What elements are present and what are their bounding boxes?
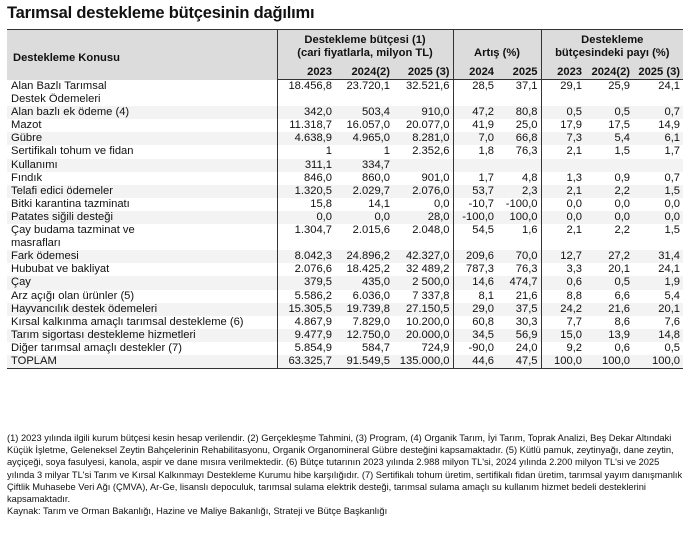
- table-row: [7, 198, 683, 211]
- row-label: Gübre: [7, 132, 277, 145]
- cell-value: [277, 237, 335, 250]
- cell-value: 24,2: [541, 303, 585, 316]
- header-year: 2024: [453, 61, 497, 80]
- cell-value: 41,9: [453, 119, 497, 132]
- cell-value: 7 337,8: [412, 289, 450, 302]
- cell-value: 0,5: [585, 106, 633, 119]
- cell-value: 209,6: [453, 250, 497, 263]
- cell-value: 0,7: [664, 171, 681, 184]
- cell-value: 31,4: [633, 250, 683, 263]
- cell-value: 4,8: [521, 171, 538, 184]
- cell-value: 2.076,0: [393, 185, 453, 198]
- table-row: [7, 250, 683, 263]
- cell-value: 27,2: [585, 250, 633, 263]
- cell-value: 80,8: [497, 106, 541, 119]
- cell-value: [453, 93, 497, 106]
- cell-value: 24,1: [658, 263, 681, 276]
- cell-value: 28,5: [453, 80, 497, 94]
- cell-value: 20,1: [608, 263, 631, 276]
- cell-value: 860,0: [362, 171, 390, 184]
- cell-value: [585, 159, 633, 172]
- cell-value: [453, 159, 497, 172]
- cell-value: 0,0: [335, 211, 393, 224]
- row-label: Fındık: [11, 171, 43, 184]
- cell-value: 53,7: [453, 185, 497, 198]
- table-row: [7, 80, 683, 94]
- cell-value: 2,2: [614, 224, 631, 237]
- table-row: [7, 132, 683, 145]
- cell-value: 584,7: [362, 341, 390, 354]
- row-label: Arz açığı olan ürünler (5): [11, 289, 135, 302]
- cell-value: 10.200,0: [405, 315, 450, 328]
- cell-value: 910,0: [393, 106, 453, 119]
- row-label: Bitki karantina tazminatı: [11, 197, 130, 210]
- header-year: 2023: [541, 61, 585, 80]
- cell-value: 474,7: [497, 276, 541, 289]
- cell-value: 4.867,9: [277, 316, 335, 329]
- header-year: 2023: [277, 61, 335, 80]
- row-label: Patates siğili desteği: [7, 211, 277, 224]
- cell-value: 9.477,9: [277, 329, 335, 342]
- cell-value: 503,4: [335, 106, 393, 119]
- cell-value: 32 489,2: [405, 263, 450, 276]
- cell-value: 0,0: [277, 211, 335, 224]
- header-year: 2024(2): [585, 61, 633, 80]
- cell-value: 1,8: [453, 145, 497, 158]
- cell-value: 15,8: [277, 198, 335, 211]
- cell-value: 14,6: [453, 276, 497, 289]
- cell-value: [453, 237, 497, 250]
- cell-value: 0,0: [614, 197, 631, 210]
- table-row: [7, 276, 683, 289]
- cell-value: 6,6: [614, 289, 631, 302]
- cell-value: 0,9: [614, 171, 631, 184]
- cell-value: 2.029,7: [335, 185, 393, 198]
- cell-value: 8.281,0: [393, 132, 453, 145]
- cell-value: [633, 159, 683, 172]
- table-row: [7, 237, 683, 250]
- cell-value: 15.305,5: [277, 303, 335, 316]
- cell-value: 0,5: [541, 106, 585, 119]
- cell-value: 5.854,9: [277, 342, 335, 355]
- cell-value: 24,1: [658, 80, 681, 92]
- cell-value: 8.042,3: [277, 250, 335, 263]
- cell-value: 14,8: [633, 329, 683, 342]
- cell-value: 100,0: [497, 211, 541, 224]
- cell-value: 15,0: [541, 329, 585, 342]
- cell-value: [633, 237, 683, 250]
- cell-value: 0,0: [633, 211, 683, 224]
- cell-value: 9,2: [541, 342, 585, 355]
- cell-value: 6.036,0: [352, 289, 390, 302]
- cell-value: [393, 93, 453, 106]
- cell-value: 20.077,0: [405, 119, 450, 132]
- header-konu: Destekleme Konusu: [7, 30, 277, 80]
- cell-value: 17,5: [608, 119, 631, 132]
- cell-value: 100,0: [633, 355, 683, 369]
- cell-value: 18.425,2: [346, 263, 390, 276]
- cell-value: 7,0: [453, 132, 497, 145]
- cell-value: 311,1: [277, 159, 335, 172]
- cell-value: 13,9: [585, 329, 633, 342]
- row-label: Hububat ve bakliyat: [11, 263, 110, 276]
- cell-value: 6,1: [633, 132, 683, 145]
- cell-value: 1,5: [633, 185, 683, 198]
- cell-value: 2.352,6: [412, 145, 450, 158]
- cell-value: [633, 93, 683, 106]
- cell-value: 23.720,1: [346, 80, 390, 92]
- cell-value: -100,0: [505, 197, 538, 210]
- table-row: [7, 355, 683, 369]
- cell-value: [497, 159, 541, 172]
- header-artis-group: Artış (%): [453, 30, 541, 62]
- page-title: Tarımsal destekleme bütçesinin dağılımı: [7, 4, 315, 22]
- cell-value: 21,6: [585, 303, 633, 316]
- cell-value: 24.896,2: [335, 250, 393, 263]
- cell-value: 1: [383, 145, 390, 158]
- cell-value: [541, 159, 585, 172]
- cell-value: 54,5: [453, 224, 497, 237]
- cell-value: 17,9: [541, 119, 585, 132]
- cell-value: 2.048,0: [412, 224, 450, 237]
- cell-value: 1,6: [521, 224, 538, 237]
- footnotes: [7, 432, 683, 517]
- header-year: 2024(2): [335, 61, 393, 80]
- table-row: [7, 119, 683, 132]
- cell-value: -10,7: [453, 198, 497, 211]
- cell-value: 1,7: [453, 172, 497, 185]
- cell-value: 76,3: [515, 145, 538, 158]
- cell-value: 0,0: [664, 197, 681, 210]
- cell-value: 4.965,0: [335, 132, 393, 145]
- cell-value: 2.076,6: [277, 263, 335, 276]
- table-row: [7, 263, 683, 276]
- cell-value: 0,6: [541, 276, 585, 289]
- cell-value: 12,7: [541, 250, 585, 263]
- cell-value: 2.015,6: [352, 224, 390, 237]
- cell-value: 37,5: [497, 303, 541, 316]
- cell-value: 2,1: [541, 185, 585, 198]
- cell-value: 34,5: [453, 329, 497, 342]
- cell-value: 1,5: [664, 224, 681, 237]
- cell-value: 8,6: [614, 315, 631, 328]
- cell-value: 14,1: [368, 197, 390, 210]
- cell-value: [277, 93, 335, 106]
- header-year: 2025 (3): [393, 61, 453, 80]
- cell-value: 16.057,0: [346, 119, 390, 132]
- row-label: Destek Ödemeleri: [11, 93, 101, 106]
- cell-value: 379,5: [277, 276, 335, 289]
- table-row: [7, 329, 683, 342]
- cell-value: [335, 237, 393, 250]
- cell-value: -100,0: [453, 211, 497, 224]
- cell-value: [541, 237, 585, 250]
- header-year: 2025 (3): [633, 61, 683, 80]
- header-year: 2025: [497, 61, 541, 80]
- cell-value: 66,8: [497, 132, 541, 145]
- row-label: Çay: [7, 276, 277, 289]
- cell-value: 56,9: [497, 329, 541, 342]
- cell-value: 901,0: [421, 171, 450, 184]
- cell-value: 76,3: [515, 263, 538, 276]
- cell-value: 2,1: [541, 224, 585, 237]
- cell-value: 14,9: [658, 119, 681, 132]
- cell-value: 0,5: [664, 341, 681, 354]
- cell-value: 7,7: [541, 316, 585, 329]
- row-label: Fark ödemesi: [7, 250, 277, 263]
- cell-value: 5,4: [664, 289, 681, 302]
- cell-value: 846,0: [277, 172, 335, 185]
- cell-value: [393, 237, 453, 250]
- cell-value: 20,1: [633, 303, 683, 316]
- table-body: [7, 80, 683, 369]
- cell-value: 0,6: [614, 341, 631, 354]
- table-row: [7, 159, 683, 172]
- cell-value: 44,6: [453, 355, 497, 369]
- cell-value: 7.829,0: [352, 315, 390, 328]
- row-label: Sertifikalı tohum ve fidan: [11, 145, 134, 158]
- header-butce-line1: Destekleme bütçesi (1): [304, 34, 426, 46]
- cell-value: 28,0: [393, 211, 453, 224]
- row-label: Telafi edici ödemeler: [7, 185, 277, 198]
- cell-value: 135.000,0: [393, 355, 453, 369]
- cell-value: 5.586,2: [277, 290, 335, 303]
- cell-value: 334,7: [335, 159, 393, 172]
- cell-value: 2,3: [497, 185, 541, 198]
- cell-value: 3,3: [541, 263, 585, 276]
- row-label: Alan Bazlı Tarımsal: [11, 79, 107, 92]
- cell-value: 1: [277, 145, 335, 158]
- cell-value: 8,8: [541, 290, 585, 303]
- cell-value: 7,6: [664, 315, 681, 328]
- table-row: [7, 290, 683, 303]
- header-pay-line2: bütçesindeki payı (%): [555, 47, 670, 59]
- cell-value: 47,2: [453, 106, 497, 119]
- cell-value: 21,6: [515, 289, 538, 302]
- cell-value: 47,5: [497, 355, 541, 369]
- cell-value: 1,7: [664, 145, 681, 158]
- row-label: TOPLAM: [7, 355, 277, 369]
- cell-value: 0,5: [585, 276, 633, 289]
- cell-value: 42.327,0: [393, 250, 453, 263]
- header-butce-line2: (cari fiyatlarla, milyon TL): [297, 47, 433, 59]
- table-row: [7, 211, 683, 224]
- cell-value: [497, 93, 541, 106]
- table-row: [7, 185, 683, 198]
- table-row: [7, 145, 683, 158]
- cell-value: 0,7: [633, 106, 683, 119]
- cell-value: 91.549,5: [335, 355, 393, 369]
- cell-value: [585, 237, 633, 250]
- row-label: Çay budama tazminat ve: [11, 224, 135, 237]
- cell-value: [393, 159, 453, 172]
- cell-value: 37,1: [515, 80, 538, 92]
- cell-value: -90,0: [453, 342, 497, 355]
- cell-value: 29,0: [453, 303, 497, 316]
- cell-value: 2,1: [541, 145, 585, 158]
- cell-value: 100,0: [541, 355, 585, 369]
- cell-value: 342,0: [277, 106, 335, 119]
- cell-value: 2 500,0: [393, 276, 453, 289]
- row-label: Kırsal kalkınma amaçlı tarımsal destekleme (6): [11, 315, 244, 328]
- cell-value: 12.750,0: [335, 329, 393, 342]
- cell-value: 30,3: [515, 315, 538, 328]
- row-label: Alan bazlı ek ödeme (4): [7, 106, 277, 119]
- header-pay-group: [541, 30, 683, 62]
- table-row: [7, 93, 683, 106]
- cell-value: 435,0: [335, 276, 393, 289]
- cell-value: [585, 93, 633, 106]
- cell-value: 4.638,9: [277, 132, 335, 145]
- table-row: [7, 303, 683, 316]
- cell-value: 0,0: [433, 197, 450, 210]
- cell-value: 8,1: [453, 290, 497, 303]
- cell-value: 1,9: [633, 276, 683, 289]
- table-row: [7, 342, 683, 355]
- footnote-text: (1) 2023 yılında ilgili kurum bütçesi kesin hesap verilendir. (2) Gerçekleşme Tahmini, (3) Program, (4) Organik Tarım, İyi Tarım, Toprak Analizi, Beş Dekar Altındaki Küçük İşletme, Geleneksel Zeytin Bahçelerinin Rehabilitasyonu, Organik Organomineral Gübre desteğini kapsamaktadır. (5) Kütlü pamuk, zeytinyağı, dane zeytin, ayçiçeği, soya fasulyesi, kanola, aspir ve dane mısıra verilmektedir. (6) Bütçe tutarının 2023 yılında 2.988 milyon TL'si, 2024 yılında 2.200 milyon TL'si ve 2025 yılında 3 milyar TL'si Tarım ve Kırsal Kalkınmayı Destekleme Kurumu hibe karşılığıdır. (7) Sertifikalı tohum üretim, sertifikalı fidan üretim, tarımsal yayım danışmanlık Çiftlik Muhasebe Veri Ağı (ÇMVA), Ar-Ge, lisanslı depoculuk, tarımsal sulama elektrik desteği, tarımsal sulama amaçlı su kullanım hizmet bedeli desteklerini kapsamaktadır.: [7, 433, 683, 505]
- header-pay-line1: Destekleme: [581, 34, 644, 46]
- header-butce-group: [277, 30, 453, 62]
- row-label: Mazot: [11, 119, 42, 132]
- table-row: [7, 224, 683, 237]
- row-label: masrafları: [11, 237, 61, 250]
- cell-value: 1,3: [541, 172, 585, 185]
- cell-value: 7,3: [541, 132, 585, 145]
- cell-value: 1,5: [614, 145, 631, 158]
- cell-value: 20.000,0: [393, 329, 453, 342]
- cell-value: 29,1: [541, 80, 585, 94]
- cell-value: 32.521,6: [405, 80, 450, 92]
- support-budget-table: [7, 29, 683, 369]
- cell-value: 63.325,7: [277, 355, 335, 369]
- table-row: [7, 316, 683, 329]
- cell-value: 70,0: [497, 250, 541, 263]
- cell-value: 0,0: [541, 211, 585, 224]
- cell-value: 27.150,5: [393, 303, 453, 316]
- cell-value: [541, 93, 585, 106]
- cell-value: 5,4: [585, 132, 633, 145]
- cell-value: 25,0: [515, 119, 538, 132]
- cell-value: 100,0: [585, 355, 633, 369]
- cell-value: 0,0: [585, 211, 633, 224]
- cell-value: 25,9: [608, 80, 631, 92]
- cell-value: 1.320,5: [277, 185, 335, 198]
- cell-value: 2,2: [585, 185, 633, 198]
- cell-value: 0,0: [541, 198, 585, 211]
- cell-value: [497, 237, 541, 250]
- cell-value: 11.318,7: [277, 119, 335, 132]
- row-label: Diğer tarımsal amaçlı destekler (7): [11, 341, 182, 354]
- table-row: [7, 106, 683, 119]
- cell-value: 19.739,8: [335, 303, 393, 316]
- header-row-groups: [7, 30, 683, 62]
- row-label: Kullanımı: [7, 159, 277, 172]
- source-text: Kaynak: Tarım ve Orman Bakanlığı, Hazine ve Maliye Bakanlığı, Strateji ve Bütçe Başkanlığı: [7, 506, 388, 517]
- row-label: Hayvancılık destek ödemeleri: [7, 303, 277, 316]
- cell-value: 787,3: [453, 263, 497, 276]
- cell-value: 1.304,7: [277, 224, 335, 237]
- row-label: Tarım sigortası destekleme hizmetleri: [7, 329, 277, 342]
- table-row: [7, 172, 683, 185]
- cell-value: 18.456,8: [277, 80, 335, 94]
- cell-value: [335, 93, 393, 106]
- cell-value: 60,8: [453, 316, 497, 329]
- cell-value: 724,9: [421, 341, 450, 354]
- cell-value: 24,0: [515, 341, 538, 354]
